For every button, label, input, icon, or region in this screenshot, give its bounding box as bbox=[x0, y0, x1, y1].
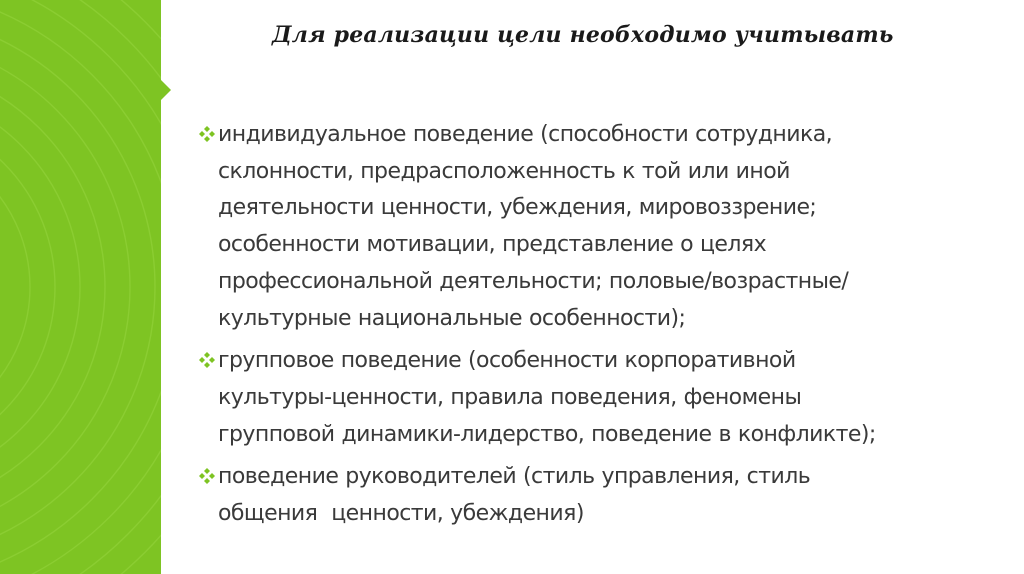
text-line: групповое поведение (особенности корпоративной bbox=[218, 348, 796, 374]
text-line: деятельности ценности, убеждения, мировоззрение; bbox=[218, 195, 817, 221]
list-item bbox=[198, 117, 998, 337]
diamond-cluster-bullet-icon bbox=[198, 125, 216, 143]
text-line: поведение руководителей (стиль управления, стиль bbox=[218, 464, 811, 490]
list-item-text bbox=[218, 117, 998, 337]
panel-notch-arrow bbox=[161, 80, 171, 100]
text-line: особенности мотивации, представление о целях bbox=[218, 232, 767, 258]
text-line: культуры-ценности, правила поведения, феномены bbox=[218, 384, 802, 410]
text-line: склонности, предрасположенность к той или иной bbox=[218, 158, 790, 184]
diamond-cluster-bullet-icon bbox=[198, 351, 216, 369]
text-line: культурные национальные особенности); bbox=[218, 305, 686, 331]
list-item-text bbox=[218, 343, 998, 453]
diamond-cluster-bullet-icon bbox=[198, 467, 216, 485]
concentric-arcs-decoration bbox=[0, 0, 161, 574]
list-item bbox=[198, 343, 998, 453]
list-item bbox=[198, 459, 998, 532]
list-item-text bbox=[218, 459, 998, 532]
text-line: индивидуальное поведение (способности сотрудника, bbox=[218, 122, 833, 147]
text-line: общения ценности, убеждения) bbox=[218, 501, 584, 527]
slide-title: Для реализации цели необходимо учитывать bbox=[272, 22, 894, 48]
text-line: профессиональной деятельности; половые/возрастные/ bbox=[218, 268, 849, 294]
left-decorative-panel bbox=[0, 0, 161, 574]
text-line: групповой динамики-лидерство, поведение в конфликте); bbox=[218, 421, 876, 447]
bullet-list bbox=[198, 117, 998, 539]
